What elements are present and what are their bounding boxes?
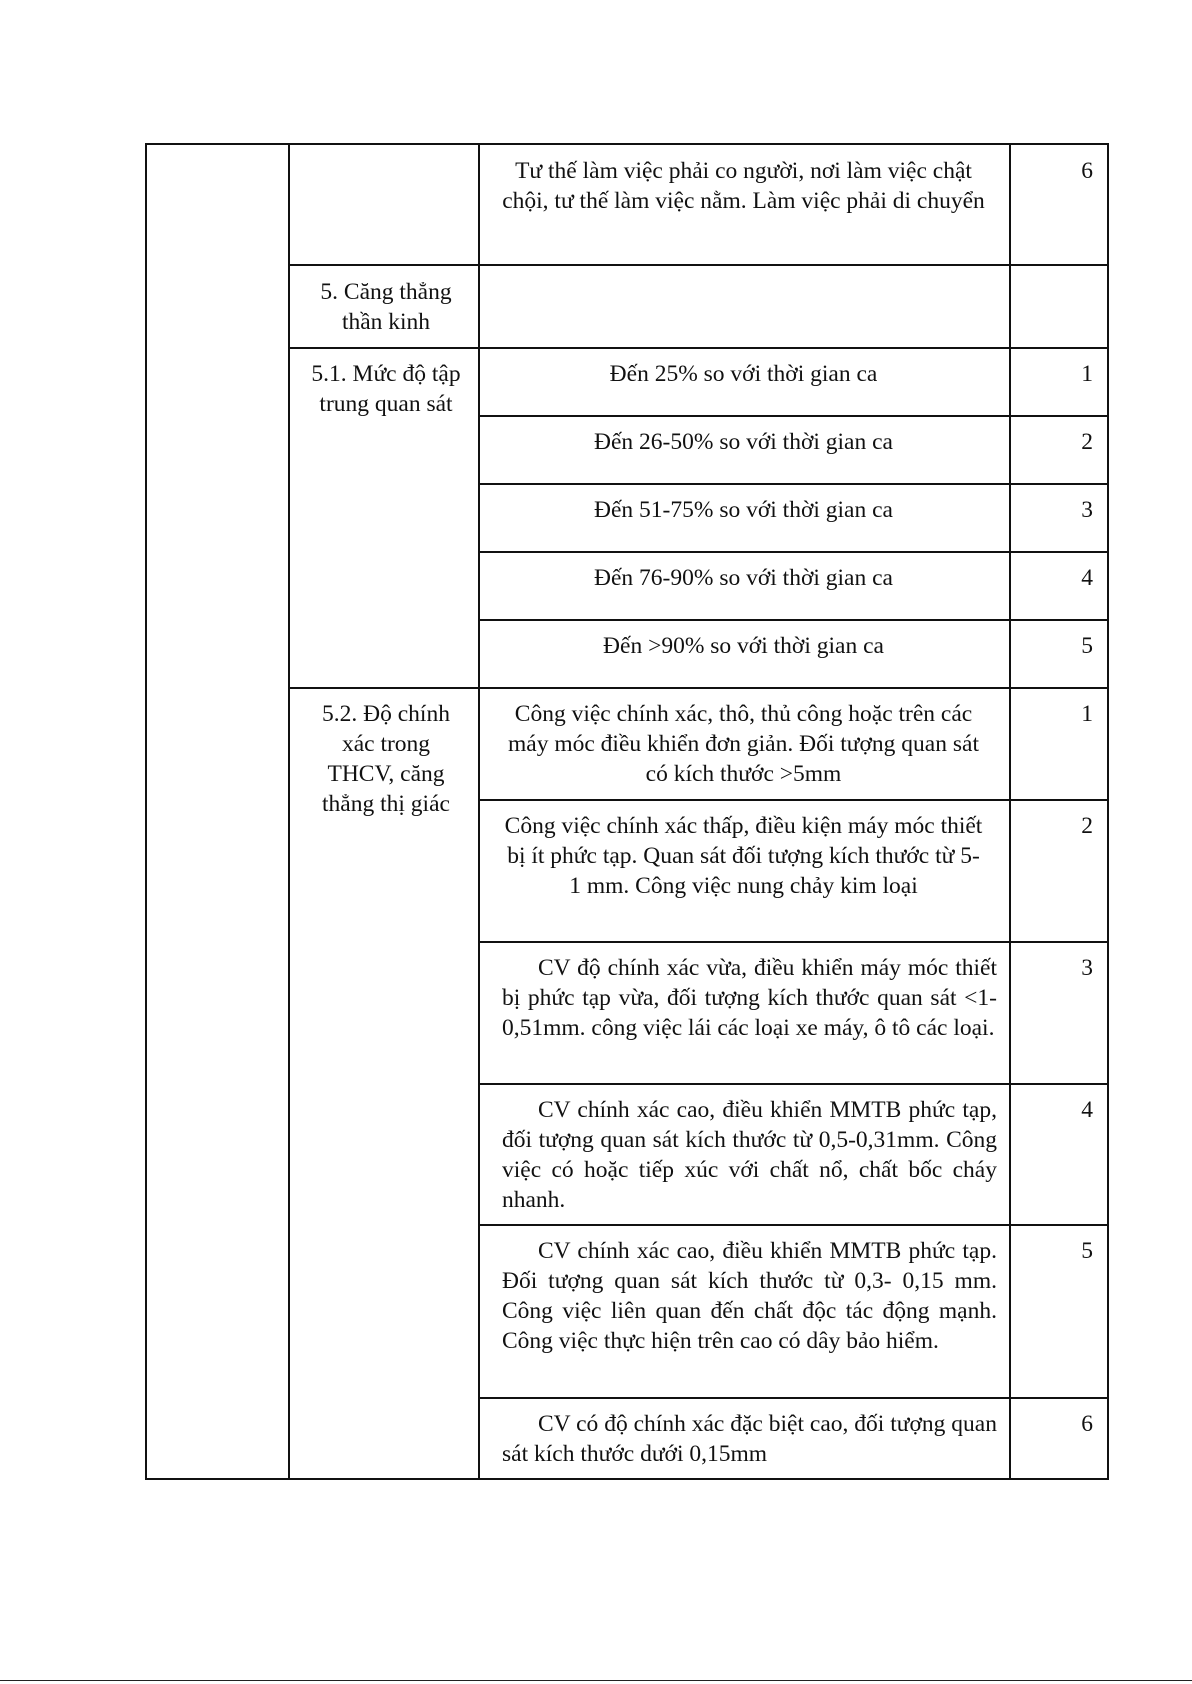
criterion-cell: 5.1. Mức độ tập trung quan sát xyxy=(311,361,461,417)
table-border xyxy=(478,941,1109,943)
table-border xyxy=(478,1397,1109,1399)
score-cell: 5 xyxy=(1081,1238,1093,1264)
table-border xyxy=(478,1224,1109,1226)
description-cell: Đến 25% so với thời gian ca xyxy=(609,361,878,387)
table-border xyxy=(145,1478,1109,1480)
score-cell: 6 xyxy=(1081,158,1093,184)
table-border xyxy=(478,619,1109,621)
table-border xyxy=(478,551,1109,553)
table-border xyxy=(288,264,1109,266)
score-cell: 4 xyxy=(1081,1097,1093,1123)
table-border xyxy=(288,687,1109,689)
table-border xyxy=(1107,143,1109,1480)
description-cell: Đến 26-50% so với thời gian ca xyxy=(594,429,893,455)
description-cell: Công việc chính xác, thô, thủ công hoặc trên các máy móc điều khiển đơn giản. Đối tượng quan sát có kích thước >5mm xyxy=(508,701,979,787)
criterion-cell: 5.2. Độ chính xác trong THCV, căng thẳng thị giác xyxy=(322,701,450,817)
table-border xyxy=(478,415,1109,417)
description-cell: CV có độ chính xác đặc biệt cao, đối tượng quan sát kích thước dưới 0,15mm xyxy=(502,1411,997,1467)
score-cell: 1 xyxy=(1081,701,1093,727)
score-cell: 5 xyxy=(1081,633,1093,659)
table-border xyxy=(145,143,1109,145)
score-cell: 2 xyxy=(1081,813,1093,839)
table-border xyxy=(145,143,147,1480)
description-cell: Tư thế làm việc phải co người, nơi làm việc chật chội, tư thế làm việc nằm. Làm việc phải di chuyển xyxy=(502,158,985,214)
description-cell: CV chính xác cao, điều khiển MMTB phức tạp. Đối tượng quan sát kích thước từ 0,3- 0,15 mm. Công việc liên quan đến chất độc tác động mạnh. Công việc thực hiện trên cao có dây bảo hiểm. xyxy=(502,1238,997,1354)
score-cell: 4 xyxy=(1081,565,1093,591)
description-cell: Đến >90% so với thời gian ca xyxy=(603,633,884,659)
score-cell: 2 xyxy=(1081,429,1093,455)
table-border xyxy=(478,799,1109,801)
page-bottom-rule xyxy=(0,1680,1192,1681)
criterion-cell: 5. Căng thẳng thần kinh xyxy=(320,279,452,335)
table-border xyxy=(478,483,1109,485)
score-cell: 6 xyxy=(1081,1411,1093,1437)
table-border xyxy=(478,143,480,1480)
table-border xyxy=(288,347,1109,349)
table-border xyxy=(288,143,290,1480)
description-cell: Đến 51-75% so với thời gian ca xyxy=(594,497,893,523)
score-cell: 3 xyxy=(1081,955,1093,981)
table-border xyxy=(478,1083,1109,1085)
description-cell: CV độ chính xác vừa, điều khiển máy móc thiết bị phức tạp vừa, đối tượng kích thước quan sát <1-0,51mm. công việc lái các loại xe máy, ô tô các loại. xyxy=(502,955,997,1041)
description-cell: CV chính xác cao, điều khiển MMTB phức tạp, đối tượng quan sát kích thước từ 0,5-0,31mm. Công việc có hoặc tiếp xúc với chất nổ, chất bốc cháy nhanh. xyxy=(502,1097,997,1213)
description-cell: Đến 76-90% so với thời gian ca xyxy=(594,565,893,591)
score-cell: 3 xyxy=(1081,497,1093,523)
description-cell: Công việc chính xác thấp, điều kiện máy móc thiết bị ít phức tạp. Quan sát đối tượng kích thước từ 5-1 mm. Công việc nung chảy kim loại xyxy=(504,813,983,899)
score-cell: 1 xyxy=(1081,361,1093,387)
